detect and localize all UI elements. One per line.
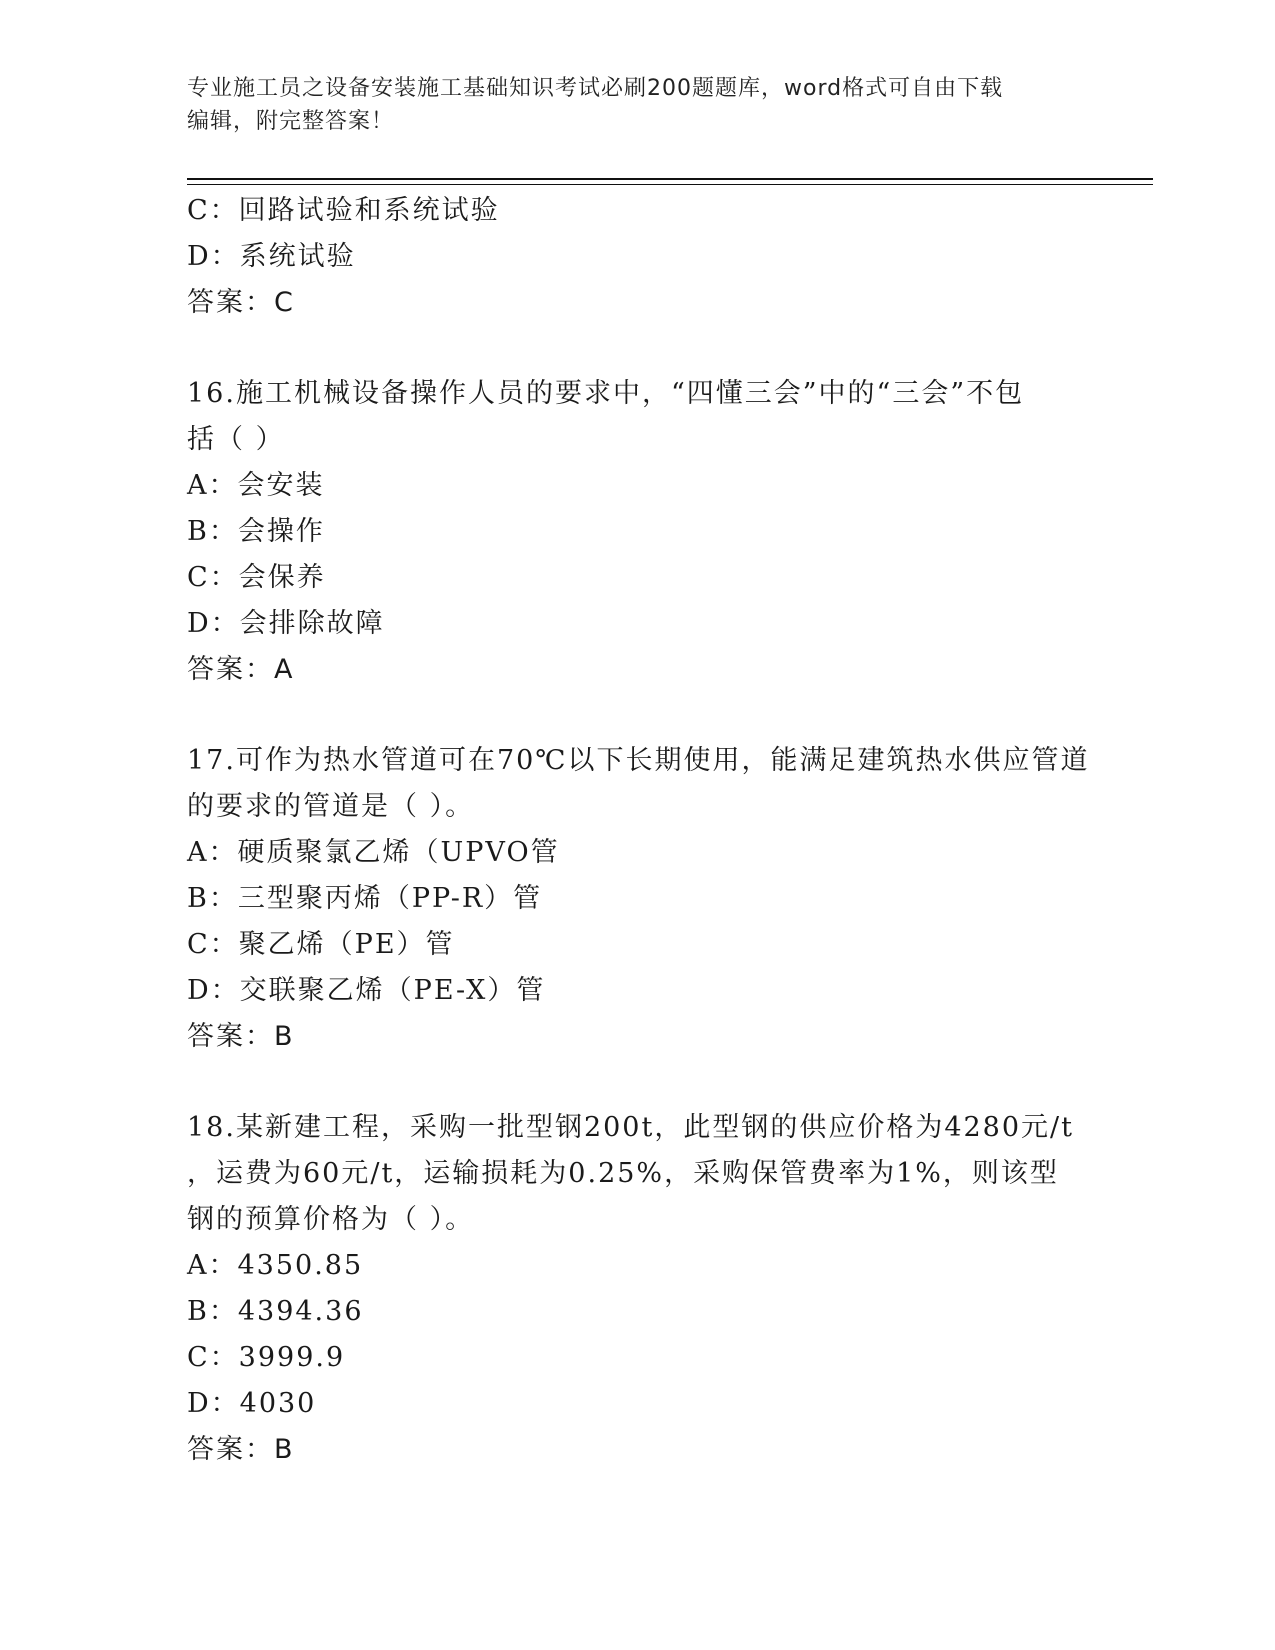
header-line-2: 编辑，附完整答案！ <box>187 109 395 134</box>
q18-option-a: A：4350.85 <box>187 1250 364 1281</box>
q18-option-d: D：4030 <box>187 1388 317 1419</box>
q16-option-a: A：会安装 <box>187 470 325 501</box>
q17-option-d: D：交联聚乙烯（PE-X）管 <box>187 975 546 1006</box>
header-line-1: 专业施工员之设备安装施工基础知识考试必刷200题题库，word格式可自由下载 <box>187 76 1004 101</box>
header-divider-thick <box>187 178 1153 180</box>
question-17 <box>187 738 1090 1060</box>
q16-stem-line-2: 括（ ） <box>187 424 285 455</box>
q17-answer: 答案：B <box>187 1021 295 1052</box>
q18-stem-line-3: 钢的预算价格为（ ）。 <box>187 1204 475 1235</box>
q18-answer: 答案：B <box>187 1434 295 1465</box>
q17-option-b: B：三型聚丙烯（PP-R）管 <box>187 883 543 914</box>
spacer <box>187 1060 1087 1105</box>
q17-stem-line-2: 的要求的管道是（ ）。 <box>187 791 475 822</box>
question-15-tail <box>187 188 1087 326</box>
q18-stem-line-2: ，运费为60元/t，运输损耗为0.25%，采购保管费率为1%，则该型 <box>187 1158 1059 1189</box>
q17-option-a: A：硬质聚氯乙烯（UPVO管 <box>187 837 560 868</box>
q16-option-d: D：会排除故障 <box>187 608 385 639</box>
q16-option-b: B：会操作 <box>187 516 325 547</box>
q15-option-c: C：回路试验和系统试验 <box>187 195 500 226</box>
question-list <box>187 188 1090 1473</box>
header-divider-thin <box>187 184 1153 185</box>
q18-option-b: B：4394.36 <box>187 1296 364 1327</box>
q16-answer: 答案：A <box>187 654 295 685</box>
question-18 <box>187 1105 1087 1473</box>
q17-stem-line-1: 17.可作为热水管道可在70℃以下长期使用，能满足建筑热水供应管道 <box>187 745 1090 776</box>
question-16 <box>187 371 1087 693</box>
q18-option-c: C：3999.9 <box>187 1342 346 1373</box>
spacer <box>187 693 1087 738</box>
spacer <box>187 326 1087 371</box>
document-header <box>187 72 1087 138</box>
q18-stem-line-1: 18.某新建工程，采购一批型钢200t，此型钢的供应价格为4280元/t <box>187 1112 1074 1143</box>
q15-answer: 答案：C <box>187 287 295 318</box>
q16-option-c: C：会保养 <box>187 562 326 593</box>
q15-option-d: D：系统试验 <box>187 241 356 272</box>
q16-stem-line-1: 16.施工机械设备操作人员的要求中，“四懂三会”中的“三会”不包 <box>187 378 1025 409</box>
q17-option-c: C：聚乙烯（PE）管 <box>187 929 455 960</box>
